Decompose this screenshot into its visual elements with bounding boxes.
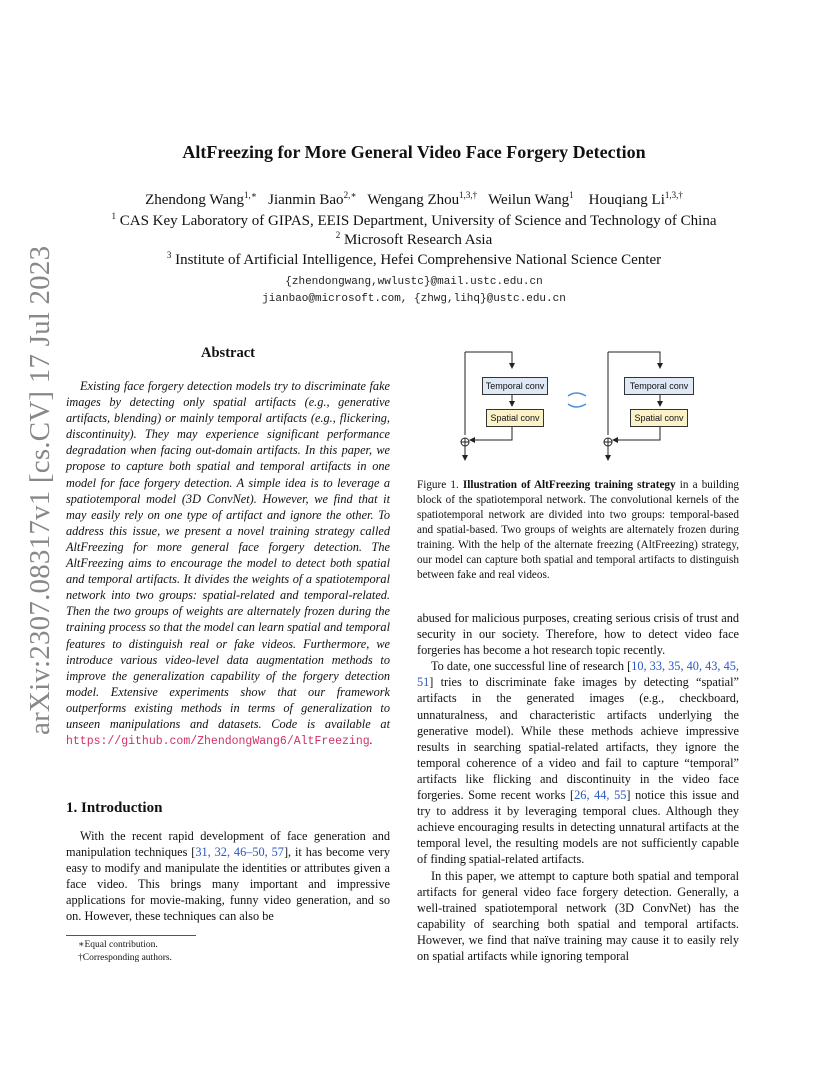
footnotes <box>66 939 172 965</box>
author-sup: 1 <box>569 190 574 200</box>
footnote: †Corresponding authors. <box>78 953 172 963</box>
affiliation <box>0 252 828 269</box>
affiliation <box>0 213 828 230</box>
text-span: ] tries to discriminate fake images by detecting “spatial” artifacts in the generated images (e.g., checkboard, unnaturalness, and characteristic artifacts underlying the generative model). While these methods achieve impressive results in searching spatial-related artifacts, they ignore the temporal coherence of a video and fail to capture “temporal” artifacts like flicking and discontinuity in the video face forgeries. Some recent works [ <box>417 675 739 803</box>
author-sup: 2,∗ <box>343 190 357 200</box>
email-line: {zhendongwang,wwlustc}@mail.ustc.edu.cn <box>285 276 543 288</box>
author-name: Houqiang Li <box>588 192 665 208</box>
author-name: Weilun Wang <box>488 192 570 208</box>
section-heading: 1. Introduction <box>66 800 163 816</box>
spatial-conv-block: Spatial conv <box>486 409 544 427</box>
author-sup: 1,3,† <box>664 190 683 200</box>
figure-1-diagram <box>440 340 730 465</box>
text-span: With the recent rapid development of face generation and manipulation techniques [ <box>66 829 390 860</box>
paragraph: In this paper, we attempt to capture both spatial and temporal artifacts for general video face forgery detection. Generally, a well-trained spatiotemporal network (3D ConvNet) has the capability of searching both spatial and temporal artifacts. However, we find that naïve training may cause it to easily rely on spatial artifacts while ignoring temporal <box>417 868 739 963</box>
abstract-text <box>66 378 390 750</box>
abstract-body-text: Existing face forgery detection models try to discriminate fake images by detecting only spatial artifacts (e.g., generative artifacts, blending) or mainly temporal artifacts (e.g., flickering, discontinuity). They may experience significant performance degradation when facing out-domain artifacts. In this paper, we propose to capture both spatial and temporal artifacts in one model for face forgery detection. A simple idea is to leverage a spatiotemporal model (3D ConvNet). However, we find that it may easily rely on one type of artifact and ignore the other. To address this issue, we present a novel training strategy called AltFreezing for more general face forgery detection. The AltFreezing aims to encourage the model to detect both spatial and temporal artifacts. It divides the weights of a spatiotemporal network into two groups: spatial-related and temporal-related. Then the two groups of weights are alternately frozen during the training process so that the model can learn spatial and temporal features to distinguish real or fake videos. Furthermore, we introduce various video-level data augmentation methods to improve the generalization capability of the forgery detection model. Extensive experiments show that our framework outperforms existing methods in terms of generalization to unseen manipulations and datasets. Code is available at <box>66 379 390 731</box>
right-column-text <box>417 610 739 964</box>
spatial-conv-block: Spatial conv <box>630 409 688 427</box>
abstract-end: . <box>369 733 373 748</box>
email-line: jianbao@microsoft.com, {zhwg,lihq}@ustc.edu.cn <box>262 293 566 305</box>
affiliation-sup: 2 <box>335 230 341 240</box>
author-name: Zhendong Wang <box>145 192 245 208</box>
temporal-conv-block: Temporal conv <box>624 377 694 395</box>
paper-title: AltFreezing for More General Video Face Forgery Detection <box>182 142 646 162</box>
affiliation-sup: 1 <box>111 211 116 221</box>
footnote-rule <box>66 935 196 936</box>
caption-bold: Illustration of AltFreezing training strategy <box>462 479 676 491</box>
citation-link[interactable]: 31, 32, 46–50, 57 <box>195 845 284 860</box>
text-span: ], it has become very easy to modify and manipulate the identities or attributes given a face video. This brings many important and impressive applications for movie-making, funny video generation, and so on. However, these techniques can also be <box>66 845 391 924</box>
affiliation-text: CAS Key Laboratory of GIPAS, EEIS Department, University of Science and Technology of China <box>119 213 717 229</box>
affiliation-text: Microsoft Research Asia <box>343 232 493 248</box>
affiliation-sup: 3 <box>166 250 172 260</box>
author-sup: 1,3,† <box>459 190 478 200</box>
code-link[interactable]: https://github.com/ZhendongWang6/AltFreezing <box>66 735 370 749</box>
diagram-lines <box>440 340 730 465</box>
abstract-heading: Abstract <box>201 345 255 361</box>
figure-caption <box>417 478 739 583</box>
citation-link[interactable]: 26, 44, 55 <box>574 788 627 803</box>
author-list <box>0 192 828 209</box>
paragraph <box>417 658 739 867</box>
citation-link[interactable]: 10, 33, 35, 40, 43, 45, 51 <box>417 659 739 690</box>
arxiv-identifier: arXiv:2307.08317v1 [cs.CV] 17 Jul 2023 <box>24 245 56 735</box>
author-sup: 1,∗ <box>244 190 257 200</box>
text-span: ] notice this issue and try to address it by leveraging temporal clues. Although they achieve encouraging results in detecting unnatural artifacts at the temporal level, the resulting models are not sufficiently capable of finding spatial-related artifacts. <box>417 788 740 867</box>
author-name: Wengang Zhou <box>367 192 460 208</box>
caption-text: in a building block of the spatiotemporal network. The convolutional kernels of the spatiotemporal network are divided into two groups: temporal-based and spatial-based. Two groups of weights are alternately frozen during training. With the help of the alternate freezing (AltFreezing) strategy, our model can capture both spatial and temporal artifacts to distinguish between fake and real videos. <box>417 479 740 581</box>
affiliation-text: Institute of Artificial Intelligence, Hefei Comprehensive National Science Center <box>175 252 662 268</box>
temporal-conv-block: Temporal conv <box>482 377 548 395</box>
caption-label: Figure 1. <box>417 479 459 491</box>
paragraph: abused for malicious purposes, creating serious crisis of trust and security in our society. Therefore, how to detect video face forgeries has become a hot research topic recently. <box>417 611 739 658</box>
intro-paragraph <box>66 828 390 925</box>
text-span: To date, one successful line of research [ <box>431 659 632 674</box>
affiliation <box>0 232 828 249</box>
footnote: ∗Equal contribution. <box>78 940 158 950</box>
author-name: Jianmin Bao <box>268 192 344 208</box>
